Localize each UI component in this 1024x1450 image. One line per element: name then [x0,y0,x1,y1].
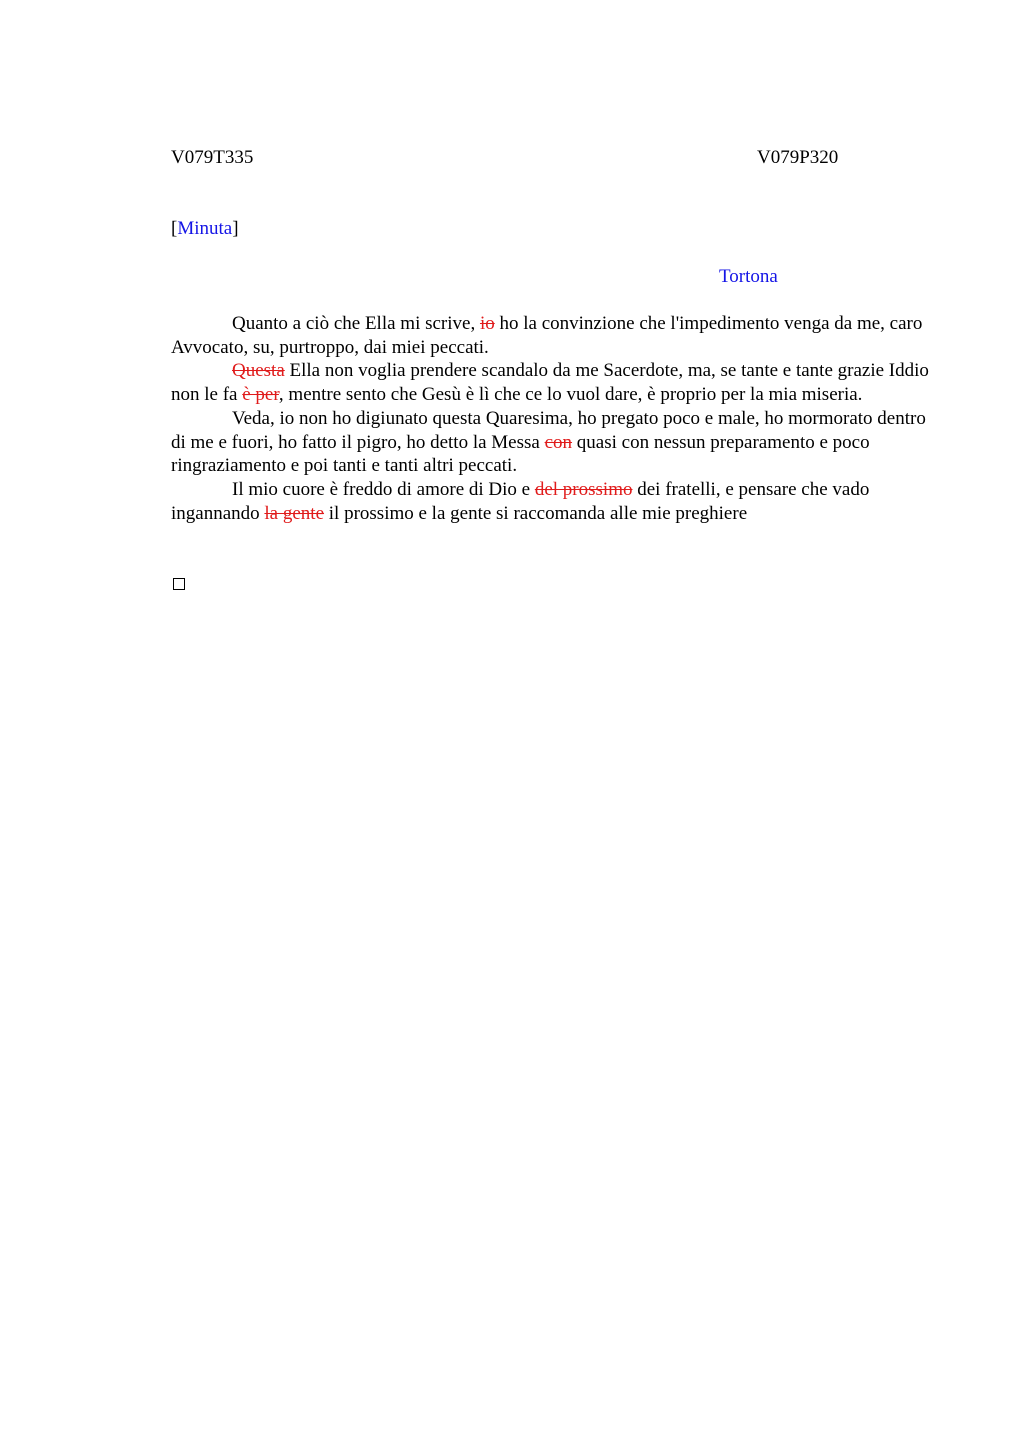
text-segment: il prossimo e la gente si raccomanda alle mie preghiere [324,502,748,524]
deleted-word: io [479,313,495,334]
deleted-word: la gente [264,502,325,524]
minuta-label: Minuta [177,218,233,239]
open-bracket: [ [171,218,178,239]
document-code-right: V079P320 [757,147,839,168]
paragraph-3 [171,407,931,478]
paragraph-4 [171,478,931,525]
text-segment: Il mio cuore è freddo di amore di Dio e [232,478,535,500]
text-segment: Quanto a ciò che Ella mi scrive, [232,313,480,334]
end-square-icon [173,578,185,590]
text-segment: ho la convinzione che l'impedimento venga da me, caro Avvocato, su, purtroppo, dai miei peccati. [171,313,923,358]
text-segment: quasi con nessun preparamento e poco ringraziamento e poi tanti e tanti altri peccati. [171,431,870,477]
minuta-note [171,217,239,241]
document-code-left: V079T335 [171,147,254,168]
text-segment: Ella non voglia prendere scandalo da me Sacerdote, ma, se tante e tante grazie Iddio non le fa [171,360,929,406]
paragraph-2 [171,359,931,406]
text-segment: , mentre sento che Gesù è lì che ce lo vuol dare, è proprio per la mia miseria. [278,384,863,406]
deleted-word: Questa [232,360,285,382]
place-name: Tortona [719,266,778,287]
paragraph-1 [171,312,931,359]
deleted-word: del prossimo [534,478,633,500]
deleted-word: con [544,431,573,453]
close-bracket: ] [232,218,239,239]
text-segment: Veda, io non ho digiunato questa Quaresima, ho pregato poco e male, ho mormorato dentro di me e fuori, ho fatto il pigro, ho detto la Messa [171,407,926,453]
deleted-word: è per [242,384,279,406]
text-segment: dei fratelli, e pensare che vado ingannando [171,478,870,524]
letter-body [171,312,931,525]
